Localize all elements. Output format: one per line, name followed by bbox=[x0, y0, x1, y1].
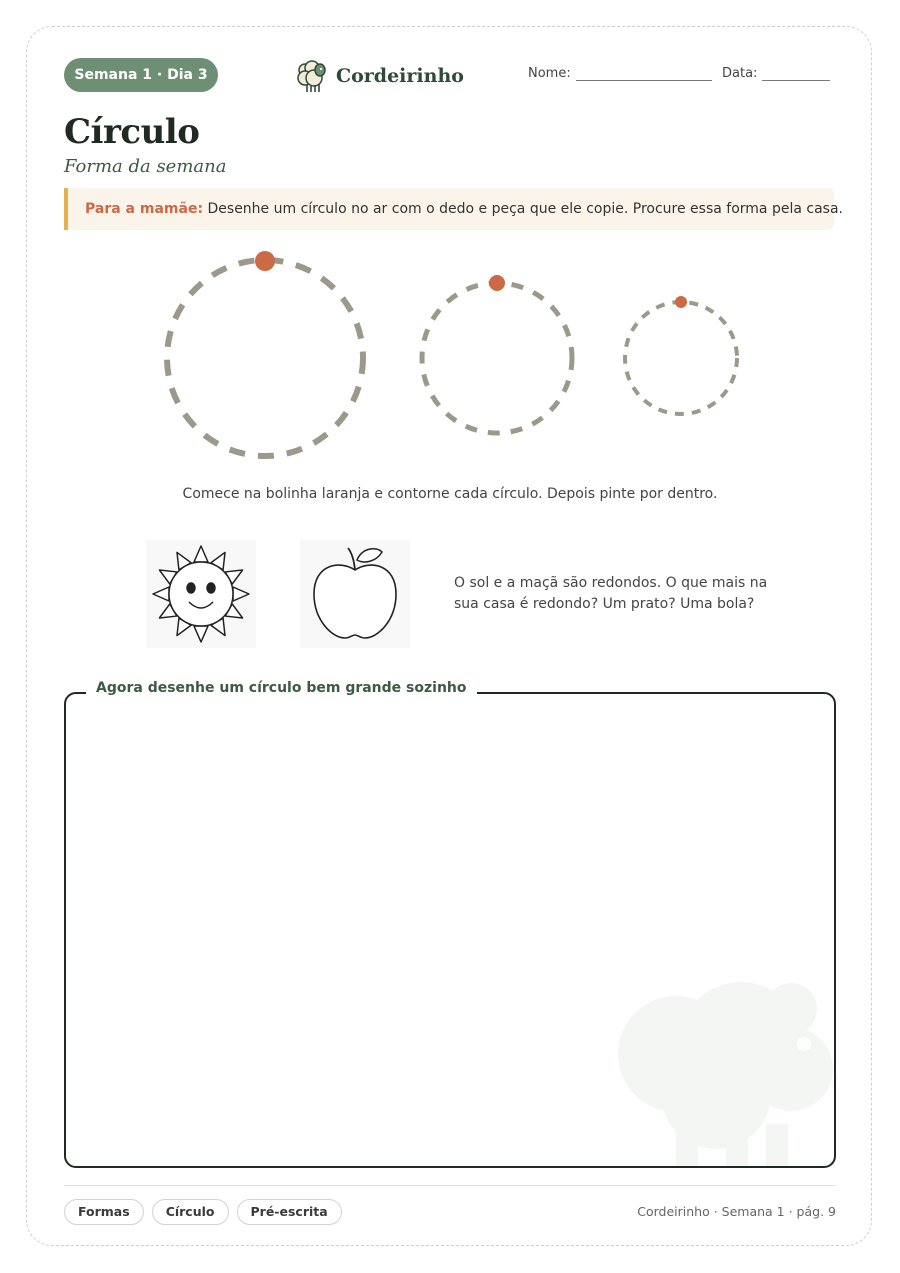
note-label: Para a mamãe: bbox=[85, 201, 204, 217]
tracing-circle-medium[interactable] bbox=[422, 283, 572, 433]
tracing-circle-small[interactable] bbox=[625, 302, 737, 414]
start-dot-large bbox=[255, 251, 275, 271]
day-badge: Semana 1 · Dia 3 bbox=[64, 58, 218, 92]
tracing-circles bbox=[0, 240, 900, 480]
tracing-circle-large[interactable] bbox=[167, 260, 363, 456]
lamb-watermark-icon bbox=[616, 974, 836, 1168]
start-dot-medium bbox=[489, 275, 505, 291]
page-subtitle: Forma da semana bbox=[64, 156, 227, 177]
name-field[interactable] bbox=[528, 64, 712, 81]
footer-tags bbox=[64, 1199, 342, 1225]
lamb-logo-icon bbox=[296, 58, 328, 94]
drawing-area[interactable] bbox=[64, 692, 836, 1168]
examples-question: O sol e a maçã são redondos. O que mais na sua casa é redondo? Um prato? Uma bola? bbox=[454, 575, 768, 612]
note-text: Desenhe um círculo no ar com o dedo e peça que ele copie. Procure essa forma pela casa. bbox=[207, 201, 843, 217]
tag-pre-escrita[interactable]: Pré-escrita bbox=[237, 1199, 342, 1225]
brand bbox=[296, 58, 464, 94]
tracing-instruction: Comece na bolinha laranja e contorne cada círculo. Depois pinte por dentro. bbox=[182, 486, 718, 502]
drawing-area-legend: Agora desenhe um círculo bem grande sozinho bbox=[86, 678, 477, 698]
sun-icon bbox=[146, 540, 256, 648]
footer-divider bbox=[64, 1185, 836, 1186]
page-title: Círculo bbox=[64, 112, 200, 152]
apple-icon bbox=[300, 540, 410, 648]
tag-formas[interactable]: Formas bbox=[64, 1199, 144, 1225]
name-label: Nome: bbox=[528, 66, 571, 81]
date-field[interactable] bbox=[722, 64, 830, 81]
brand-name: Cordeirinho bbox=[336, 65, 464, 87]
parent-note bbox=[64, 188, 843, 230]
page-footer-text: Cordeirinho · Semana 1 · pág. 9 bbox=[637, 1204, 836, 1219]
start-dot-small bbox=[675, 296, 687, 308]
date-label: Data: bbox=[722, 66, 758, 81]
date-line[interactable] bbox=[762, 64, 830, 81]
tag-circulo[interactable]: Círculo bbox=[152, 1199, 229, 1225]
name-line[interactable] bbox=[576, 64, 712, 81]
